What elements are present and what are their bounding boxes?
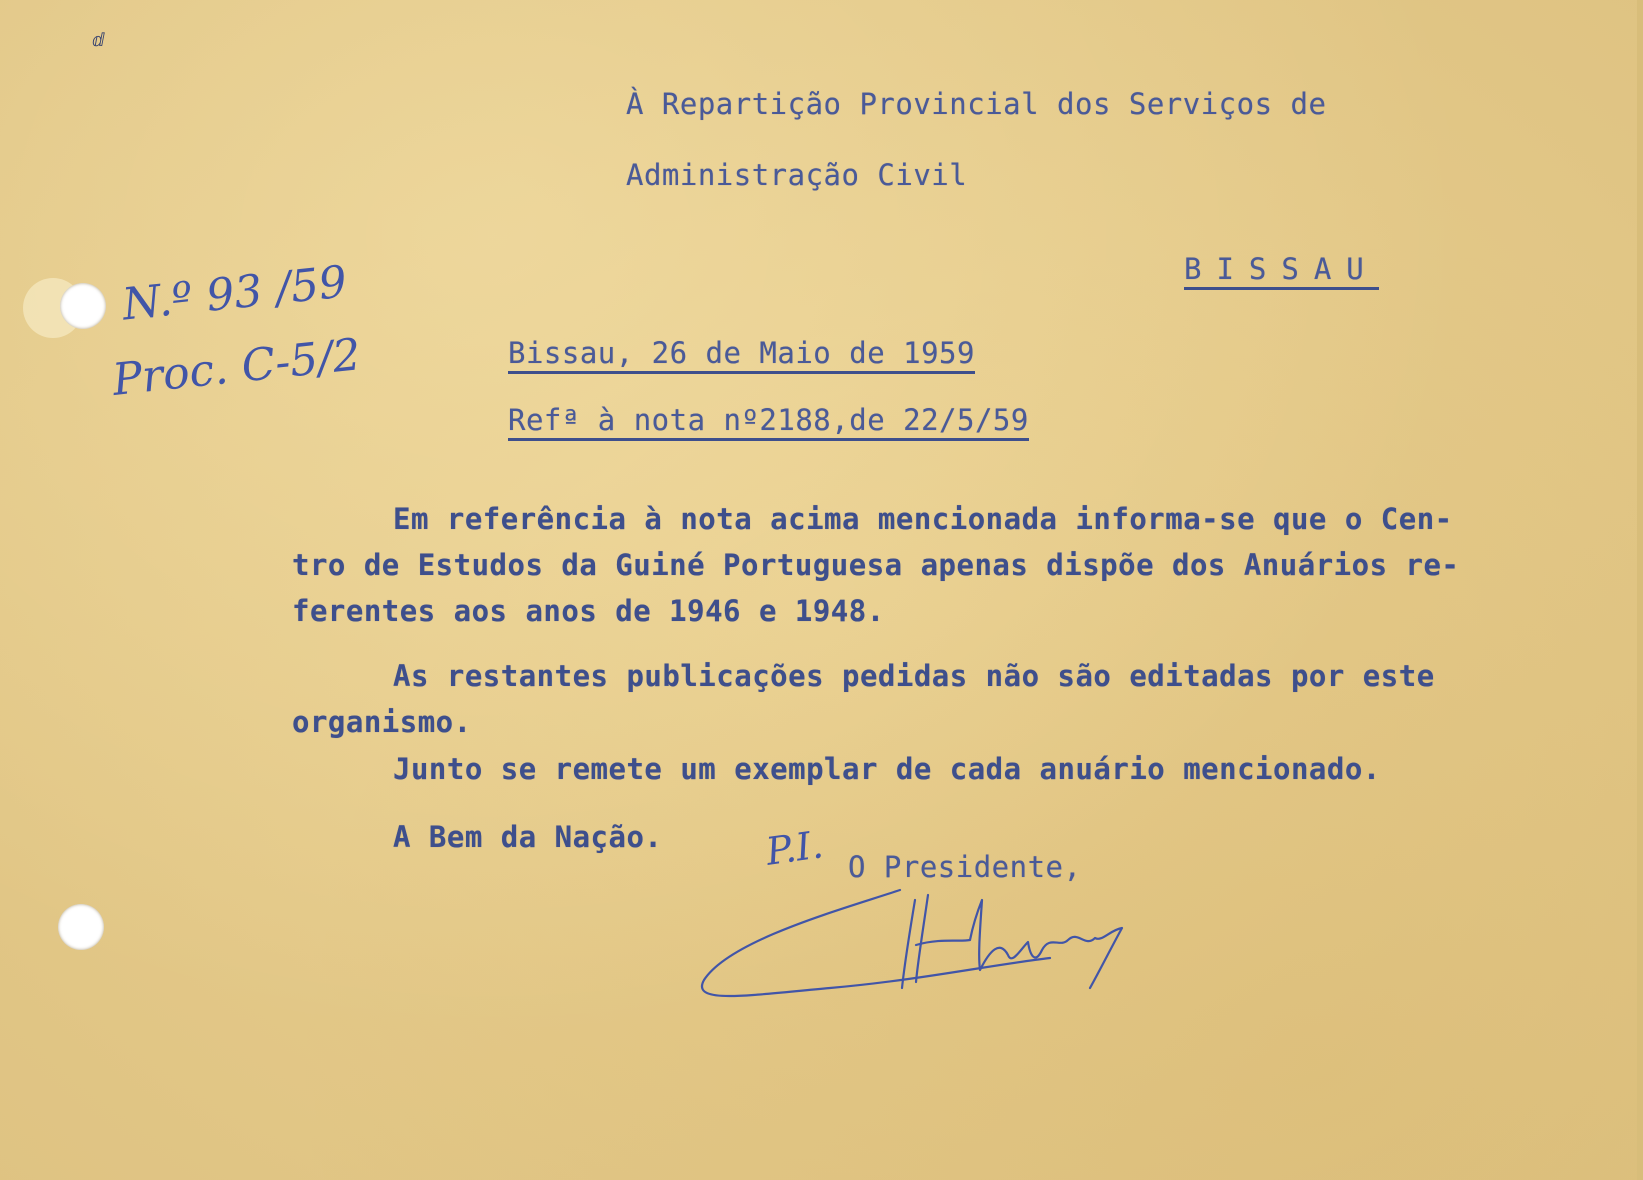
body-line-2: tro de Estudos da Guiné Portuguesa apenas dispõe dos Anuários re-: [292, 548, 1460, 582]
page-edge: [1637, 0, 1643, 1180]
addressee-line-1: À Repartição Provincial dos Serviços de: [626, 87, 1327, 121]
reference-line: Refª à nota nº2188,de 22/5/59: [508, 403, 1029, 441]
body-line-5: organismo.: [292, 705, 472, 739]
punch-hole-top: [60, 283, 106, 329]
body-line-1: Em referência à nota acima mencionada informa-se que o Cen-: [393, 502, 1453, 536]
signature: [690, 870, 1190, 1010]
body-line-3: ferentes aos anos de 1946 e 1948.: [292, 594, 885, 628]
body-line-6: Junto se remete um exemplar de cada anuário mencionado.: [393, 752, 1381, 786]
handwritten-process: Proc. C-5/2: [110, 329, 364, 406]
addressee-line-2: Administração Civil: [626, 158, 968, 192]
body-line-7: A Bem da Nação.: [393, 820, 663, 854]
handwritten-number: N.º 93 /59: [119, 256, 350, 331]
closing-title: O Presidente,: [848, 850, 1082, 884]
corner-mark: ⅆ: [92, 30, 105, 51]
city-heading: BISSAU: [1184, 252, 1379, 290]
date-line: Bissau, 26 de Maio de 1959: [508, 336, 975, 374]
punch-hole-bottom: [58, 904, 104, 950]
handwritten-initials: P.I.: [763, 822, 826, 874]
body-line-4: As restantes publicações pedidas não são editadas por este: [393, 659, 1435, 693]
